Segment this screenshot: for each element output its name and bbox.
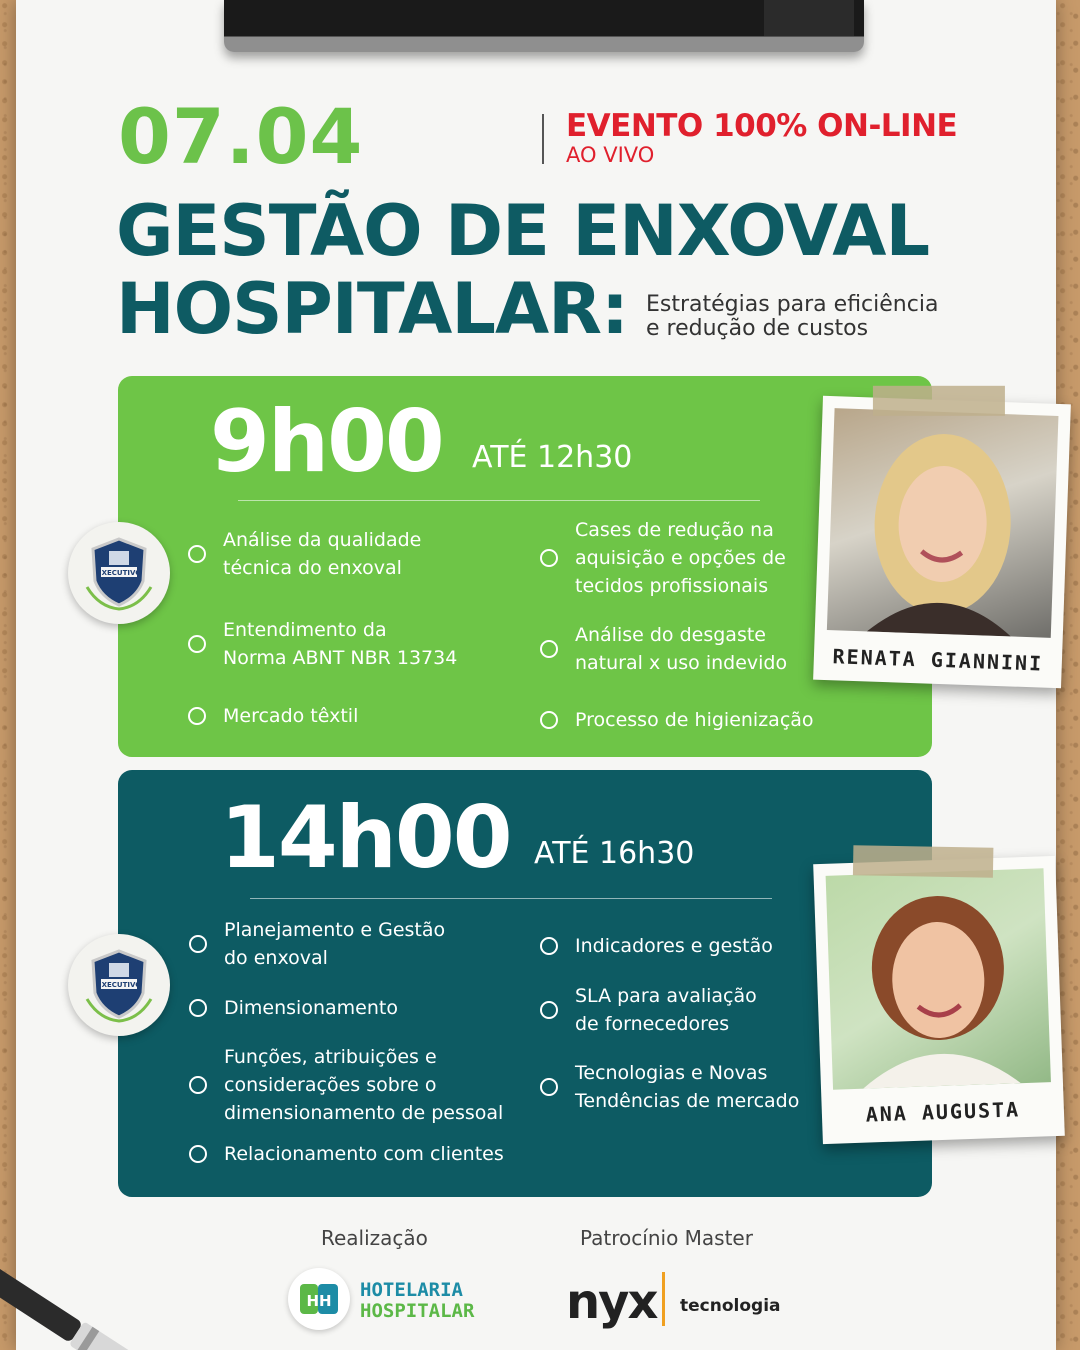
nyx-tagline: tecnologia [680,1296,781,1316]
afternoon-item: Tecnologias e Novas Tendências de mercado [540,1059,799,1115]
speaker-photo [827,408,1059,638]
bullet-circle-icon [188,707,206,725]
morning-divider [238,500,760,501]
bullet-circle-icon [540,1078,558,1096]
speaker-photo-card [813,856,1065,1144]
speaker-name: ANA AUGUSTA [865,1097,1021,1127]
afternoon-item: Funções, atribuições e considerações sobre o dimensionamento de pessoal [189,1043,503,1127]
person-portrait-icon [827,408,1059,638]
morning-item: Mercado têxtil [188,702,358,730]
hotelaria-hospitalar-logo [288,1268,350,1330]
bullet-circle-icon [540,640,558,658]
morning-item: Análise da qualidade técnica do enxoval [188,526,421,582]
bullet-circle-icon [540,549,558,567]
afternoon-item: SLA para avaliação de fornecedores [540,982,757,1038]
svg-text:HH: HH [306,1292,332,1310]
speaker-photo-card [813,396,1071,688]
bullet-circle-icon [188,635,206,653]
header-divider [542,114,544,164]
morning-item: Cases de redução na aquisição e opções de tecidos profissionais [540,516,786,600]
morning-item: Processo de higienização [540,706,814,734]
tape-strip [873,386,1005,416]
morning-start-time: 9h00 [210,392,443,492]
afternoon-item: Planejamento e Gestão do enxoval [189,916,445,972]
bullet-circle-icon [540,1001,558,1019]
afternoon-item: Relacionamento com clientes [189,1140,504,1168]
bullet-circle-icon [189,935,207,953]
afternoon-divider [250,898,772,899]
afternoon-start-time: 14h00 [220,788,511,888]
executivo-badge [68,934,170,1036]
afternoon-item: Dimensionamento [189,994,398,1022]
page-subtitle [646,293,938,341]
shield-icon [79,533,159,613]
bullet-circle-icon [189,999,207,1017]
hh-logo-icon [288,1268,350,1330]
event-date: 07.04 [118,92,364,181]
morning-item: Entendimento da Norma ABNT NBR 13734 [188,616,457,672]
subtitle-line-1: Estratégias para eficiência [646,292,939,317]
title-line-2: HOSPITALAR: [116,268,629,350]
clipboard-clip [224,0,864,52]
subtitle-line-2: e redução de custos [646,316,869,341]
nyx-logo-divider [662,1272,665,1326]
tape-strip [853,845,994,877]
hotelaria-hospitalar-wordmark: HOTELARIA HOSPITALAR [360,1279,475,1322]
bullet-circle-icon [540,711,558,729]
bullet-circle-icon [188,545,206,563]
nyx-logo: nyx [566,1274,657,1330]
realizacao-label: Realização [321,1226,428,1250]
morning-end-time: ATÉ 12h30 [472,440,633,475]
bullet-circle-icon [189,1076,207,1094]
speaker-name: RENATA GIANNINI [832,644,1044,676]
afternoon-item: Indicadores e gestão [540,932,773,960]
event-live-label: AO VIVO [566,143,655,167]
event-format: EVENTO 100% ON-LINE [566,108,958,144]
executivo-badge [68,522,170,624]
svg-text:EXECUTIVO: EXECUTIVO [96,981,142,989]
patrocinio-label: Patrocínio Master [580,1226,753,1250]
bullet-circle-icon [540,937,558,955]
morning-item: Análise do desgaste natural x uso indevido [540,621,787,677]
speaker-photo [826,868,1051,1089]
afternoon-end-time: ATÉ 16h30 [534,836,695,871]
bullet-circle-icon [189,1145,207,1163]
svg-text:EXECUTIVO: EXECUTIVO [96,569,142,577]
title-line-1: GESTÃO DE ENXOVAL [116,190,930,272]
person-portrait-icon [826,868,1051,1089]
shield-icon [79,945,159,1025]
